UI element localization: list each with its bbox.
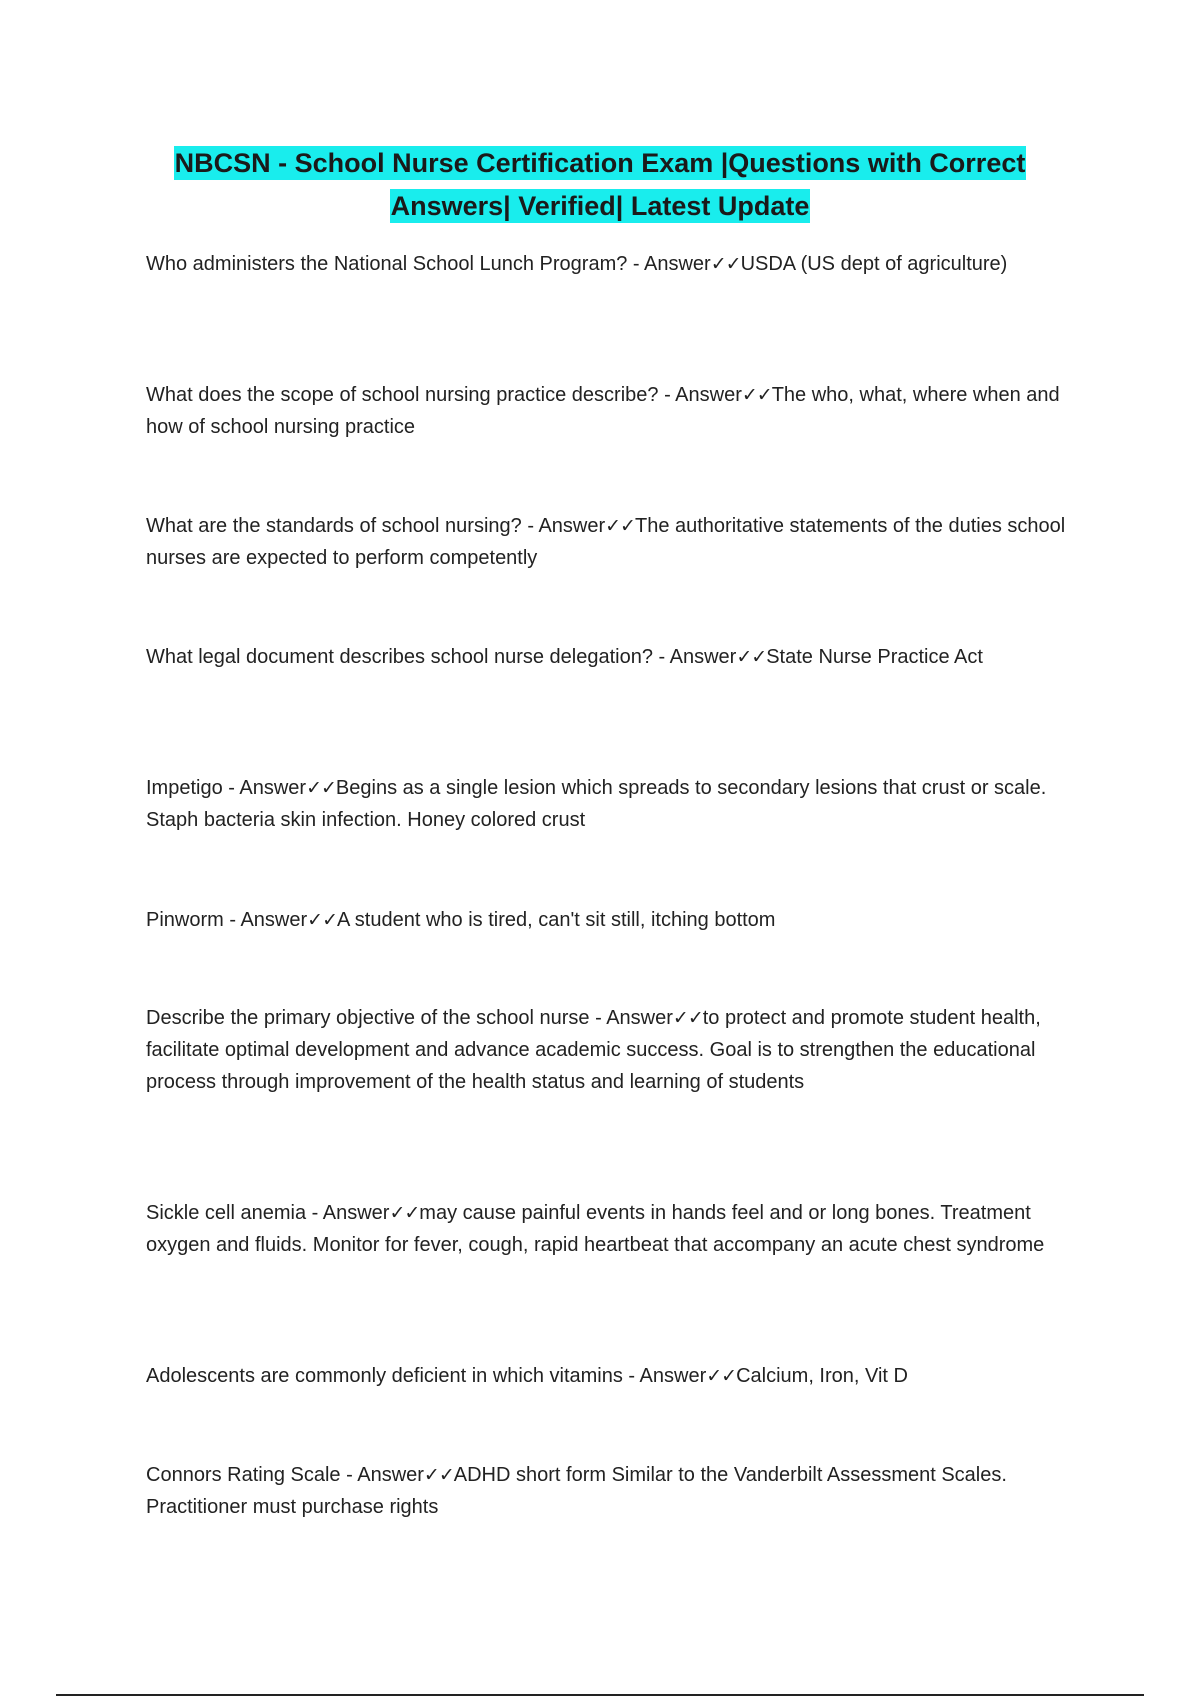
qa-answer: The authoritative statements of the duties school nurses are expected to perform competently xyxy=(146,515,1066,569)
answer-separator: - Answer xyxy=(521,515,606,537)
answer-separator: - Answer xyxy=(627,253,711,275)
check-marks-icon: ✓✓ xyxy=(672,1007,703,1029)
qa-answer: State Nurse Practice Act xyxy=(766,646,983,668)
document-title xyxy=(140,142,1060,228)
document-title-text: NBCSN - School Nurse Certification Exam |Questions with Correct Answers| Verified| Latest Update xyxy=(174,148,1026,221)
qa-question: What are the standards of school nursing? xyxy=(146,515,522,537)
qa-answer: Begins as a single lesion which spreads to secondary lesions that crust or scale. Staph bacteria skin infection. Honey colored crust xyxy=(146,777,1047,831)
qa-item xyxy=(146,1360,1066,1392)
answer-separator: - Answer xyxy=(652,646,737,668)
qa-item xyxy=(146,1197,1066,1261)
answer-separator: - Answer xyxy=(340,1464,424,1486)
qa-item xyxy=(146,904,1066,936)
answer-separator: - Answer xyxy=(658,384,742,406)
qa-answer: ADHD short form Similar to the Vanderbilt Assessment Scales. Practitioner must purchase rights xyxy=(146,1464,1007,1518)
check-marks-icon: ✓✓ xyxy=(736,646,767,668)
qa-item xyxy=(146,510,1066,574)
qa-question: Adolescents are commonly deficient in which vitamins xyxy=(146,1365,623,1387)
qa-question: Pinworm xyxy=(146,909,224,931)
qa-question: Sickle cell anemia xyxy=(146,1202,307,1224)
qa-question: Impetigo xyxy=(146,777,223,799)
qa-answer: USDA (US dept of agriculture) xyxy=(740,253,1008,275)
qa-answer: Calcium, Iron, Vit D xyxy=(736,1365,908,1387)
qa-question: Connors Rating Scale xyxy=(146,1464,341,1486)
check-marks-icon: ✓✓ xyxy=(605,515,635,537)
answer-separator: - Answer xyxy=(223,909,308,931)
check-marks-icon: ✓✓ xyxy=(389,1202,420,1224)
qa-question: What does the scope of school nursing practice describe? xyxy=(146,384,659,406)
qa-item xyxy=(146,1002,1066,1098)
qa-answer: may cause painful events in hands feel and or long bones. Treatment oxygen and fluids. Monitor for fever, cough, rapid heartbeat that accompany an acute chest syndrome xyxy=(146,1202,1045,1256)
check-marks-icon: ✓✓ xyxy=(706,1365,737,1387)
answer-separator: - Answer xyxy=(589,1007,673,1029)
answer-separator: - Answer xyxy=(306,1202,390,1224)
qa-item xyxy=(146,1459,1066,1523)
qa-item xyxy=(146,379,1066,443)
check-marks-icon: ✓✓ xyxy=(710,253,741,275)
answer-separator: - Answer xyxy=(222,777,307,799)
qa-answer: The who, what, where when and how of school nursing practice xyxy=(146,384,1060,438)
footer-divider xyxy=(56,1694,1144,1696)
qa-answer: to protect and promote student health, facilitate optimal development and advance academic success. Goal is to strengthen the educational process through improvement of the health status and learning of students xyxy=(146,1007,1041,1093)
check-marks-icon: ✓✓ xyxy=(306,777,336,799)
check-marks-icon: ✓✓ xyxy=(741,384,772,406)
answer-separator: - Answer xyxy=(622,1365,707,1387)
qa-answer: A student who is tired, can't sit still, itching bottom xyxy=(337,909,776,931)
qa-item xyxy=(146,772,1066,836)
qa-item xyxy=(146,248,1066,280)
check-marks-icon: ✓✓ xyxy=(423,1464,454,1486)
qa-question: Who administers the National School Lunch Program? xyxy=(146,253,628,275)
qa-question: Describe the primary objective of the school nurse xyxy=(146,1007,590,1029)
qa-item xyxy=(146,641,1066,673)
check-marks-icon: ✓✓ xyxy=(307,909,337,931)
qa-question: What legal document describes school nurse delegation? xyxy=(146,646,653,668)
